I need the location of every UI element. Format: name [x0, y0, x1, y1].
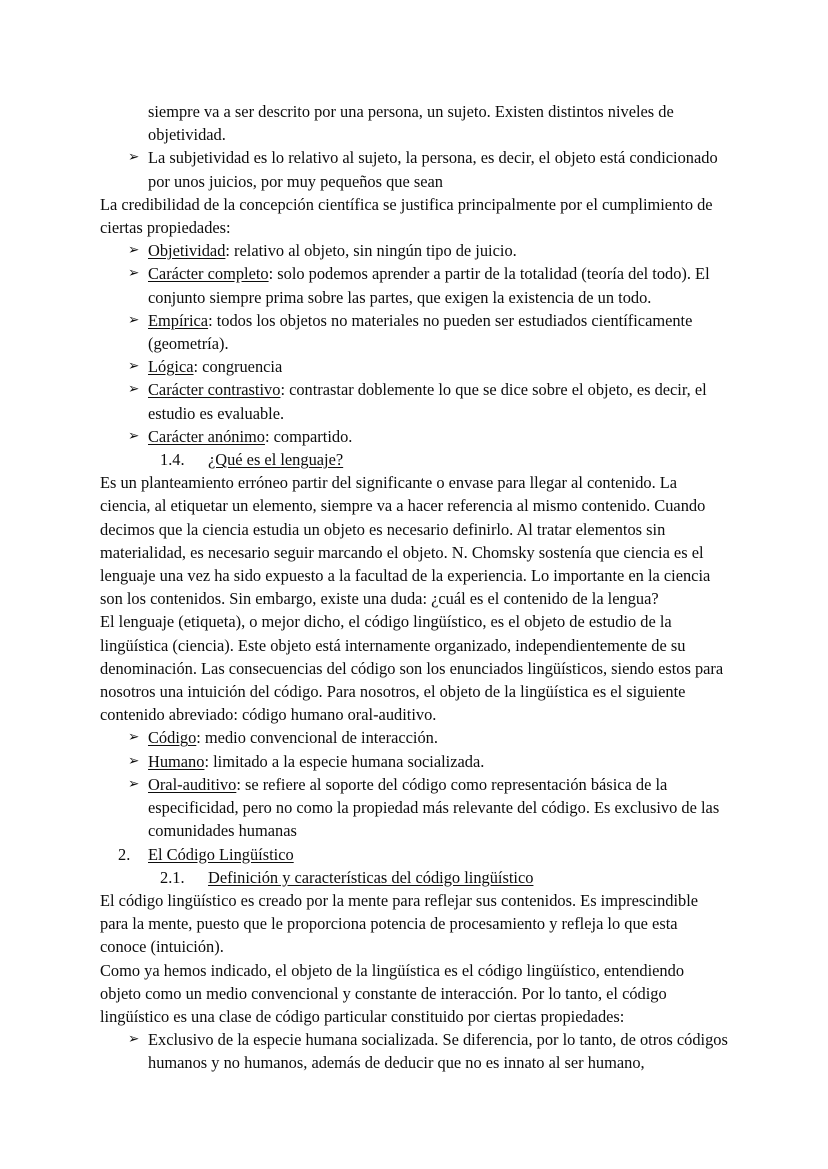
list-item-text [148, 773, 728, 843]
list-item-text [148, 378, 728, 424]
arrowhead-bullet-icon: ➢ [128, 1031, 140, 1048]
heading-number: 1.4. [160, 450, 185, 470]
arrowhead-bullet-icon: ➢ [128, 775, 140, 792]
arrowhead-bullet-icon: ➢ [128, 149, 140, 166]
list-item-text: La subjetividad es lo relativo al sujeto, la persona, es decir, el objeto está condicionado por unos juicios, por muy pequeños que sean [148, 148, 718, 191]
list-item [100, 355, 728, 378]
continuation-line-2: objetividad. [148, 125, 226, 145]
arrowhead-bullet-icon: ➢ [128, 427, 140, 444]
arrowhead-bullet-icon: ➢ [128, 381, 140, 398]
heading-title: ¿Qué es el lenguaje? [208, 450, 344, 470]
heading-number: 2.1. [160, 867, 185, 887]
paragraph [100, 471, 728, 610]
list-item [100, 378, 728, 424]
arrowhead-bullet-icon: ➢ [128, 311, 140, 328]
heading-title: El Código Lingüístico [148, 844, 294, 864]
list-item [100, 239, 728, 262]
paragraph [100, 610, 728, 726]
paragraph-text: El código lingüístico es creado por la mente para reflejar sus contenidos. Es imprescindible para la mente, puesto que le proporciona potencia de procesamiento y refleja lo que esta conoce (intuición). [100, 890, 699, 957]
list-item-text [148, 750, 728, 773]
list-item-term: Carácter completo [148, 264, 269, 284]
paragraph-text: Es un planteamiento erróneo partir del significante o envase para llegar al contenido. La ciencia, al etiquetar un elemento, siempre va a hacer referencia al mismo contenido. Cuando decimos que la ciencia estudia un objeto es necesario definirlo. Al tratar elementos sin materialidad, es necesario seguir marcando el objeto. N. Chomsky sostenía que ciencia es el lenguaje una vez ha sido expuesto a la facultad de la experiencia. Lo importante en la ciencia son los contenidos. Sin embargo, existe una duda: ¿cuál es el contenido de la lengua? [100, 473, 711, 609]
document-body [100, 100, 728, 1075]
list-item-term: Empírica [148, 310, 209, 330]
list-item [100, 1028, 728, 1074]
list-item [100, 146, 728, 192]
continuation-line-1: siempre va a ser descrito por una persona, un sujeto. Existen distintos niveles de [148, 102, 674, 121]
list-item [100, 726, 728, 749]
list-item-definition: : todos los objetos no materiales no pueden ser estudiados científicamente (geometría). [148, 310, 693, 354]
paragraph [100, 959, 728, 1029]
list-item-term: Carácter contrastivo [148, 380, 281, 400]
heading-2-1 [100, 866, 728, 889]
list-item-term: Código [148, 728, 197, 748]
list-item-term: Humano [148, 751, 205, 771]
arrowhead-bullet-icon: ➢ [128, 265, 140, 282]
list-item-text [148, 425, 728, 448]
list-item-definition: : limitado a la especie humana socializada. [204, 751, 485, 771]
arrowhead-bullet-icon: ➢ [128, 729, 140, 746]
paragraph-continuation [100, 100, 728, 146]
heading-title: Definición y características del código lingüístico [208, 867, 534, 887]
paragraph-text: La credibilidad de la concepción científica se justifica principalmente por el cumplimiento de ciertas propiedades: [100, 194, 713, 238]
arrowhead-bullet-icon: ➢ [128, 242, 140, 259]
heading-1-4 [100, 448, 728, 471]
arrowhead-bullet-icon: ➢ [128, 752, 140, 769]
list-item-term: Oral-auditivo [148, 774, 237, 794]
list-item-text [148, 355, 728, 378]
list-item-text [148, 262, 728, 308]
list-item [100, 262, 728, 308]
list-item [100, 750, 728, 773]
heading-number: 2. [118, 844, 131, 864]
list-item-term: Carácter anónimo [148, 426, 265, 446]
list-item-definition: : solo podemos aprender a partir de la totalidad (teoría del todo). El conjunto siempre prima sobre las partes, que exigen la existencia de un todo. [148, 264, 710, 307]
paragraph [100, 193, 728, 239]
list-item-text [148, 726, 728, 749]
list-item-definition: : se refiere al soporte del código como representación básica de la especificidad, pero no como la propiedad más relevante del código. Es exclusivo de las comunidades humanas [148, 774, 720, 841]
list-item-definition: : relativo al objeto, sin ningún tipo de juicio. [225, 241, 517, 261]
arrowhead-bullet-icon: ➢ [128, 358, 140, 375]
list-item-definition: : congruencia [193, 357, 283, 377]
paragraph-text: El lenguaje (etiqueta), o mejor dicho, el código lingüístico, es el objeto de estudio de la lingüística (ciencia). Este objeto está internamente organizado, independientemente de su denominación. Las consecuencias del código son los enunciados lingüísticos, siendo estos para nosotros una intuición del código. Para nosotros, el objeto de la lingüística es el siguiente contenido abreviado: código humano oral-auditivo. [100, 612, 724, 725]
list-item [100, 773, 728, 843]
list-item-definition: : medio convencional de interacción. [196, 728, 438, 748]
paragraph-text: Como ya hemos indicado, el objeto de la lingüística es el código lingüístico, entendiendo objeto como un medio convencional y constante de interacción. Por lo tanto, el código lingüístico es una clase de código particular constituido por ciertas propiedades: [100, 960, 685, 1026]
list-item-term: Objetividad [148, 241, 226, 261]
heading-2 [100, 843, 728, 866]
paragraph [100, 889, 728, 959]
list-item-term: Lógica [148, 357, 194, 377]
list-item-definition: : contrastar doblemente lo que se dice sobre el objeto, es decir, el estudio es evaluable. [148, 380, 707, 423]
list-item [100, 425, 728, 448]
list-item-text [148, 309, 728, 355]
list-item-text [148, 239, 728, 262]
list-item [100, 309, 728, 355]
list-item-definition: : compartido. [264, 426, 353, 446]
list-item-text: Exclusivo de la especie humana socializada. Se diferencia, por lo tanto, de otros códigos humanos y no humanos, además de deducir que no es innato al ser humano, [148, 1030, 728, 1073]
